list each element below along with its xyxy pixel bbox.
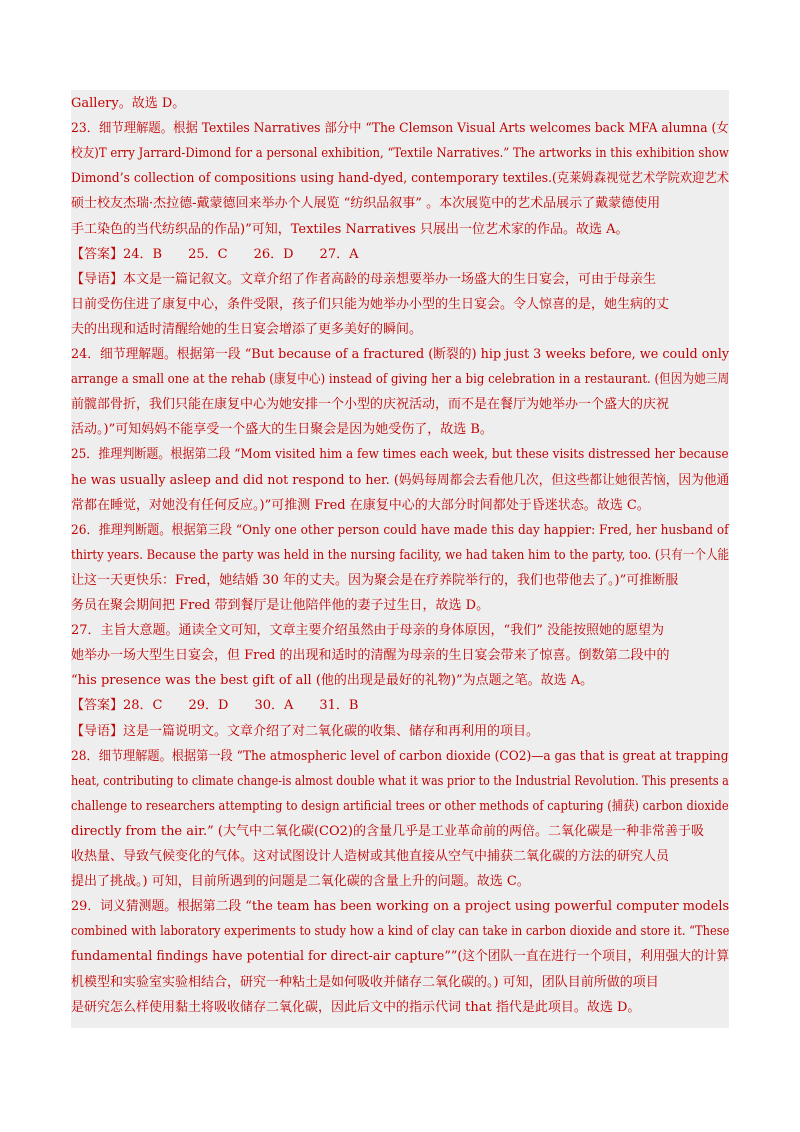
text-line: fundamental findings have potential for direct-air capture””(这个团队一直在进行一个项目，利用强大的计算 — [71, 949, 730, 965]
text-line: 提出了挑战。) 可知，目前所遇到的问题是二氧化碳的含量上升的问题。故选 C。 — [71, 874, 530, 890]
text-line: 常都在睡觉，对她没有任何反应。)”可推测 Fred 在康复中心的大部分时间都处于昏迷状态。故选 C。 — [71, 497, 650, 513]
text-line: 前髋部骨折，我们只能在康复中心为她安排一个小型的庆祝活动，而不是在餐厅为她举办一个盛大的庆祝 — [71, 397, 670, 413]
text-line: 25．推理判断题。根据第二段 “Mom visited him a few times each week, but these visits distressed her because — [71, 447, 729, 463]
text-line: 【答案】28．C 29．D 30．A 31．B — [71, 698, 359, 714]
text-line: 收热量、导致气候变化的气体。这对试图设计人造树或其他直接从空气中捕获二氧化碳的方法的研究人员 — [71, 849, 670, 864]
text-line: 让这一天更快乐：Fred，她结婚 30 年的丈夫。因为聚会是在疗养院举行的，我们也带他去了。)”可推断服 — [71, 572, 679, 588]
text-line: 硕士校友杰瑞·杰拉德-戴蒙德回来举办个人展览 “纺织品叙事” 。本次展览中的艺术品展示了戴蒙德使用 — [71, 196, 661, 212]
text-line: 27．主旨大意题。通读全文可知，文章主要介绍虽然由于母亲的身体原因，“我们” 没能按照她的愿望为 — [71, 623, 664, 639]
text-line: 28．细节理解题。根据第一段 “The atmospheric level of carbon dioxide (CO2)—a gas that is great at trapping — [71, 748, 729, 764]
text-line: 是研究怎么样使用黏土将吸收储存二氧化碳，因此后文中的指示代词 that 指代是此项目。故选 D。 — [71, 999, 641, 1015]
text-line: 29．词义猜测题。根据第二段 “the team has been working on a project using powerful computer models — [71, 899, 730, 915]
text-line: 校友)T erry Jarrard-Dimond for a personal exhibition, “Textile Narratives.” The artworks in this exhibition show — [71, 146, 729, 162]
text-line: combined with laboratory experiments to study how a kind of clay can take in carbon dioxide and store it. “These — [71, 924, 730, 940]
text-line: directly from the air.” (大气中二氧化碳(CO2)的含量几乎是工业革命前的两倍。二氧化碳是一种非常善于吸 — [71, 823, 704, 839]
text-line: 手工染色的当代纺织品的作品)”可知，Textiles Narratives 只展出一位艺术家的作品。故选 A。 — [71, 221, 629, 237]
text-line: 24．细节理解题。根据第一段 “But because of a fractured (断裂的) hip just 3 weeks before, we could only — [71, 347, 730, 362]
text-line: he was usually asleep and did not respond to her. (妈妈每周都会去看他几次，但这些都让她很苦恼，因为他通 — [71, 472, 730, 488]
text-line: heat, contributing to climate change-is almost double what it was prior to the Industrial Revolution. This presents a — [71, 773, 729, 789]
text-line: 23．细节理解题。根据 Textiles Narratives 部分中 “The Clemson Visual Arts welcomes back MFA alumna (女 — [71, 121, 729, 137]
text-line: 她举办一场大型生日宴会，但 Fred 的出现和适时的清醒为母亲的生日宴会带来了惊喜。倒数第二段中的 — [71, 648, 670, 664]
text-line: 日前受伤住进了康复中心，条件受限，孩子们只能为她举办小型的生日宴会。令人惊喜的是，她生病的丈 — [71, 296, 670, 312]
text-line: thirty years. Because the party was held in the nursing facility, we had taken him to the party, too. (只有一个人能 — [71, 547, 730, 563]
text-line: 【答案】24．B 25．C 26．D 27．A — [71, 246, 359, 262]
text-line: Gallery。故选 D。 — [71, 96, 186, 111]
answer-explanation-panel — [71, 90, 729, 1028]
text-line: arrange a small one at the rehab (康复中心) instead of giving her a big celebration in a restaurant. (但因为她三周 — [71, 372, 730, 388]
text-line: 务员在聚会期间把 Fred 带到餐厅是让他陪伴他的妻子过生日，故选 D。 — [71, 598, 490, 613]
text-line: Dimond’s collection of compositions using hand-dyed, contemporary textiles.(克莱姆森视觉艺术学院欢迎艺术 — [71, 171, 730, 187]
text-line: 【导语】这是一篇说明文。文章介绍了对二氧化碳的收集、储存和再利用的项目。 — [71, 723, 540, 739]
text-line: 活动。)”可知妈妈不能享受一个盛大的生日聚会是因为她受伤了，故选 B。 — [71, 422, 493, 438]
text-line: challenge to researchers attempting to design artificial trees or other methods of capturing (捕获) carbon dioxide — [71, 798, 729, 814]
text-line: 夫的出现和适时清醒给她的生日宴会增添了更多美好的瞬间。 — [71, 321, 423, 337]
text-line: 26．推理判断题。根据第三段 “Only one other person could have made this day happier: Fred, her husband of — [71, 522, 729, 538]
text-line: 机模型和实验室实验相结合，研究一种粘土是如何吸收并储存二氧化碳的。) 可知，团队目前所做的项目 — [71, 974, 659, 990]
text-line: “his presence was the best gift of all (他的出现是最好的礼物)”为点题之笔。故选 A。 — [71, 673, 594, 689]
text-line: 【导语】本文是一篇记叙文。文章介绍了作者高龄的母亲想要举办一场盛大的生日宴会，可由于母亲生 — [71, 271, 657, 287]
